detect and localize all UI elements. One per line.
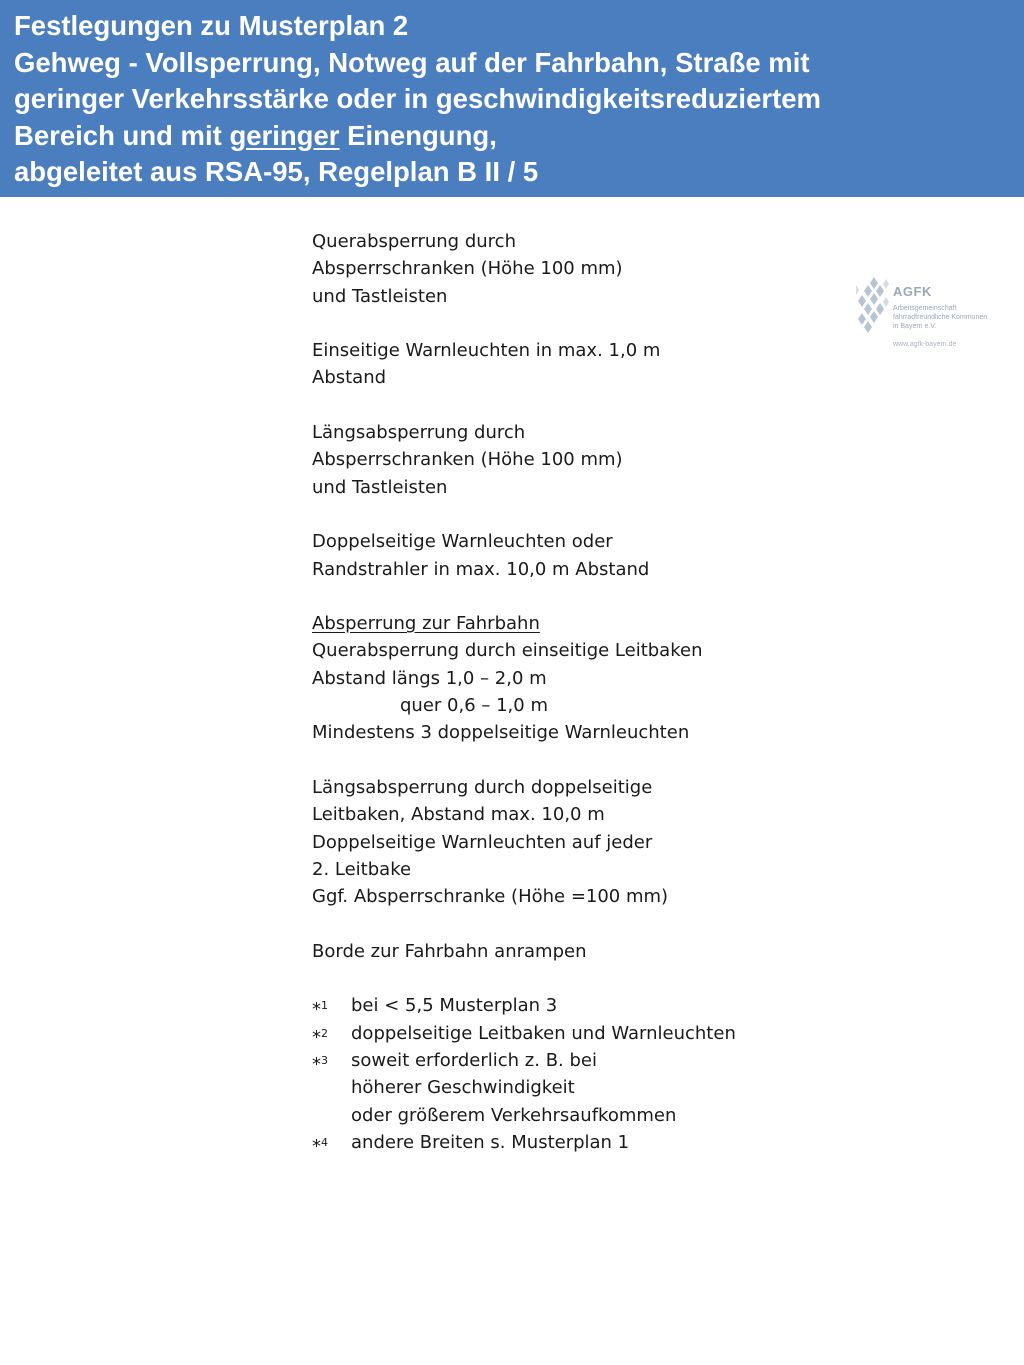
- title-line-4: [14, 118, 1010, 155]
- text-line: 2. Leitbake: [312, 858, 412, 880]
- text-line: Querabsperrung durch einseitige Leitbaken: [312, 640, 703, 662]
- title-line-3: geringer Verkehrsstärke oder in geschwindigkeitsreduziertem: [14, 83, 821, 115]
- footnote: [312, 992, 872, 1019]
- footnote-text: soweit erforderlich z. B. bei: [351, 1049, 597, 1071]
- text-line: Leitbaken, Abstand max. 10,0 m: [312, 804, 605, 826]
- logo-subtitle-1: Arbeitsgemeinschaft: [893, 305, 957, 312]
- footnote-text: andere Breiten s. Musterplan 1: [351, 1131, 630, 1153]
- footnote-marker: *$^1$: [312, 999, 328, 1021]
- title-line-4-post: Einengung,: [339, 119, 497, 151]
- footnote-text: bei < 5,5 Musterplan 3: [351, 995, 558, 1017]
- title-line-5: abgeleitet aus RSA-95, Regelplan B II / 5: [14, 156, 539, 188]
- section-heading-fahrbahn: Absperrung zur Fahrbahn: [312, 613, 540, 635]
- footnote-continuation: [312, 1102, 872, 1129]
- footnote-continuation: [312, 1074, 872, 1101]
- specification-text: [312, 228, 872, 1156]
- logo-title: AGFK: [893, 284, 932, 299]
- text-line: Doppelseitige Warnleuchten auf jeder: [312, 831, 653, 853]
- text-line: Absperrschranken (Höhe 100 mm): [312, 258, 623, 280]
- logo-url: www.agfk-bayern.de: [893, 341, 957, 348]
- text-line: Querabsperrung durch: [312, 231, 516, 252]
- text-line: Ggf. Absperrschranke (Höhe =100 mm): [312, 886, 669, 908]
- footnote-text: oder größerem Verkehrsaufkommen: [351, 1104, 677, 1126]
- title-line-1: Festlegungen zu Musterplan 2: [14, 10, 409, 41]
- agfk-logo: [856, 275, 1016, 355]
- text-line: Einseitige Warnleuchten in max. 1,0 m: [312, 340, 661, 362]
- footnote-marker: *$^4$: [312, 1135, 328, 1157]
- footnote-marker: *$^3$: [312, 1053, 328, 1075]
- logo-subtitle-3: in Bayern e.V.: [893, 323, 937, 330]
- text-line: und Tastleisten: [312, 285, 448, 307]
- text-line: Doppelseitige Warnleuchten oder: [312, 531, 613, 553]
- text-line: Borde zur Fahrbahn anrampen: [312, 940, 587, 962]
- footnote: [312, 1129, 872, 1156]
- text-line: Randstrahler in max. 10,0 m Abstand: [312, 558, 650, 580]
- footnote: [312, 1047, 872, 1074]
- text-line: Längsabsperrung durch doppelseitige: [312, 776, 653, 798]
- title-underlined-word: geringer: [229, 119, 340, 151]
- text-line: Mindestens 3 doppelseitige Warnleuchten: [312, 722, 690, 744]
- text-line: Längsabsperrung durch: [312, 422, 526, 444]
- text-line: Abstand längs 1,0 – 2,0 m: [312, 667, 547, 689]
- text-line: Absperrschranken (Höhe 100 mm): [312, 449, 623, 471]
- footnote-text: doppelseitige Leitbaken und Warnleuchten: [351, 1022, 736, 1044]
- footnote-marker: *$^2$: [312, 1026, 328, 1048]
- text-line: quer 0,6 – 1,0 m: [400, 695, 548, 717]
- title-line-4-pre: Bereich und mit: [14, 119, 230, 151]
- text-line: Abstand: [312, 367, 387, 389]
- footnote: [312, 1020, 872, 1047]
- logo-subtitle: [893, 304, 1018, 331]
- text-line: und Tastleisten: [312, 476, 448, 498]
- logo-subtitle-2: fahrradfreundliche Kommunen: [893, 314, 988, 321]
- title-line-2: Gehweg - Vollsperrung, Notweg auf der Fahrbahn, Straße mit: [14, 46, 810, 78]
- footnote-text: höherer Geschwindigkeit: [351, 1077, 575, 1099]
- title-banner: [0, 0, 1024, 197]
